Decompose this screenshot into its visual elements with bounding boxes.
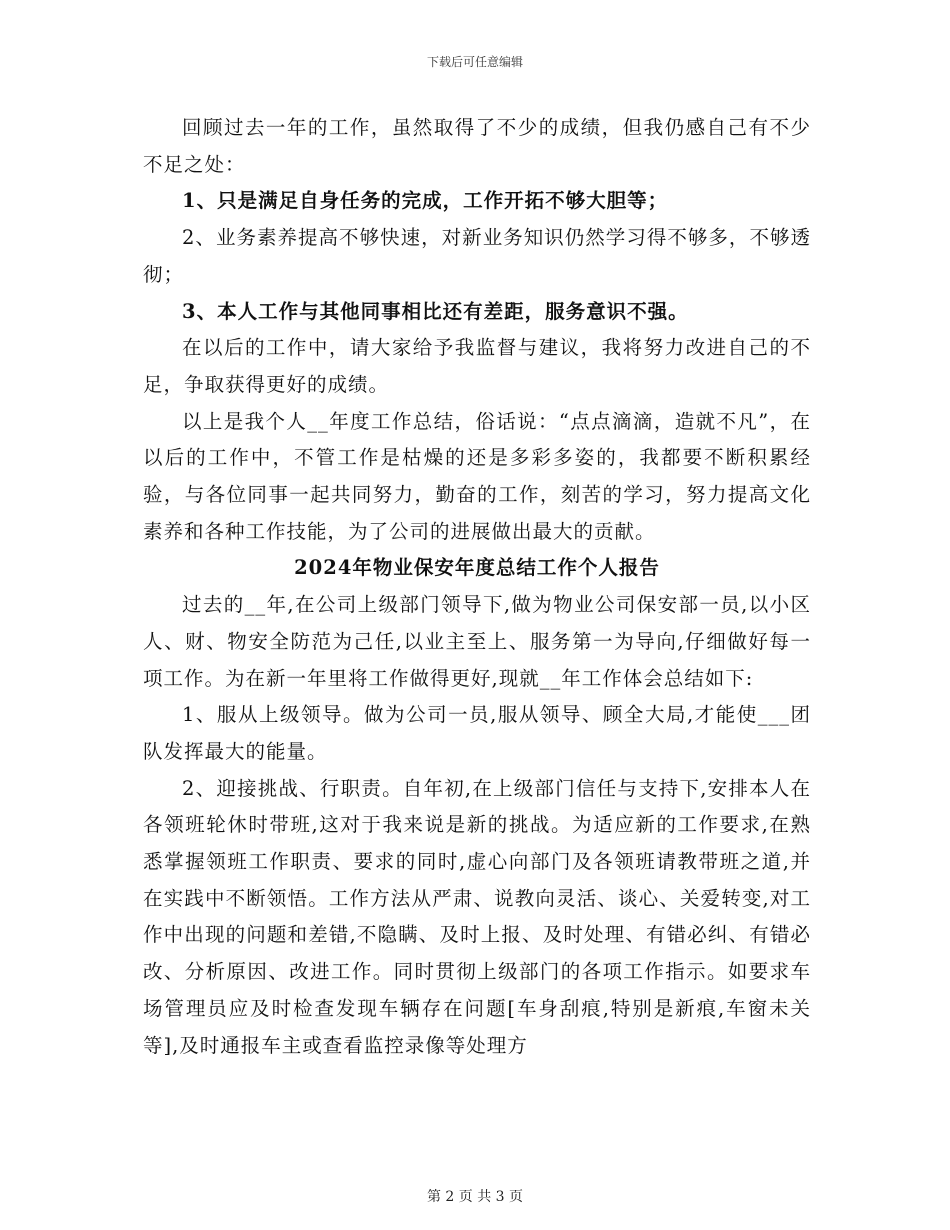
page-header: 下载后可任意编辑 bbox=[426, 55, 523, 69]
paragraph-item-1: 1、服从上级领导。做为公司一员,服从领导、顾全大局,才能使___团队发挥最大的能量。 bbox=[143, 703, 811, 763]
paragraph-review: 回顾过去一年的工作，虽然取得了不少的成绩，但我仍感自己有不少不足之处： bbox=[143, 116, 811, 176]
paragraph-intro: 过去的__年,在公司上级部门领导下,做为物业公司保安部一员,以小区人、财、物安全防范为己任,以业主至上、服务第一为导向,仔细做好每一项工作。为在新一年里将工作做得更好,现就__年工作体会总结如下: bbox=[143, 593, 811, 690]
paragraph-shortcoming-3: 3、本人工作与其他同事相比还有差距，服务意识不强。 bbox=[182, 299, 689, 323]
section-title: 2024年物业保安年度总结工作个人报告 bbox=[294, 556, 660, 580]
paragraph-shortcoming-2: 2、业务素养提高不够快速，对新业务知识仍然学习得不够多，不够透彻； bbox=[143, 226, 811, 286]
paragraph-conclusion: 以上是我个人__年度工作总结，俗话说：“点点滴滴，造就不凡”，在以后的工作中，不管工作是枯燥的还是多彩多姿的，我都要不断积累经验，与各位同事一起共同努力，勤奋的工作，刻苦的学习，努力提高文化素养和各种工作技能，为了公司的进展做出最大的贡献。 bbox=[143, 409, 811, 543]
paragraph-shortcoming-1: 1、只是满足自身任务的完成，工作开拓不够大胆等； bbox=[182, 189, 669, 213]
paragraph-future: 在以后的工作中，请大家给予我监督与建议，我将努力改进自己的不足，争取获得更好的成绩。 bbox=[143, 336, 811, 396]
paragraph-item-2: 2、迎接挑战、行职责。自年初,在上级部门信任与支持下,安排本人在各领班轮休时带班,这对于我来说是新的挑战。为适应新的工作要求,在熟悉掌握领班工作职责、要求的同时,虚心向部门及各领班请教带班之道,并在实践中不断领悟。工作方法从严肃、说教向灵活、谈心、关爱转变,对工作中出现的问题和差错,不隐瞒、及时上报、及时处理、有错必纠、有错必改、分析原因、改进工作。同时贯彻上级部门的各项工作指示。如要求车场管理员应及时检查发现车辆存在问题[车身刮痕,特别是新痕,车窗未关等],及时通报车主或查看监控录像等处理方 bbox=[143, 776, 811, 1057]
page-number: 第 2 页 共 3 页 bbox=[426, 1189, 524, 1205]
document-body bbox=[143, 110, 811, 1064]
